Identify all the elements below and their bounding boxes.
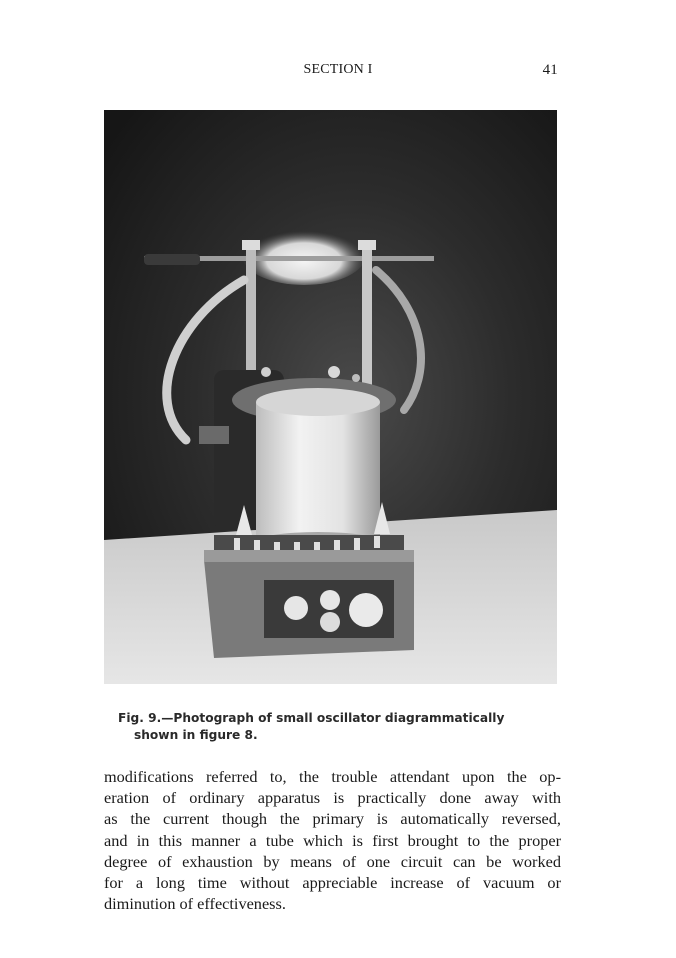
page-number: 41 — [542, 62, 558, 78]
body-line: and in this manner a tube which is first brought to the proper — [104, 830, 561, 850]
oscillator-photograph — [104, 110, 557, 684]
body-line: as the current though the primary is automatically reversed, — [104, 809, 561, 829]
section-title: SECTION I — [303, 62, 373, 77]
body-paragraph — [104, 766, 561, 914]
body-line: diminution of effectiveness. — [104, 894, 286, 914]
caption-line-1: Fig. 9.—Photograph of small oscillator diagrammatically — [118, 711, 505, 725]
running-head — [0, 62, 676, 82]
body-line: for a long time without appreciable increase of vacuum or — [104, 873, 561, 893]
figure-caption — [118, 710, 558, 744]
body-line: modifications referred to, the trouble attendant upon the op- — [104, 767, 561, 786]
caption-line-2: shown in figure 8. — [134, 728, 258, 742]
body-line: degree of exhaustion by means of one circuit can be worked — [104, 851, 561, 871]
body-line: eration of ordinary apparatus is practically done away with — [104, 788, 561, 808]
